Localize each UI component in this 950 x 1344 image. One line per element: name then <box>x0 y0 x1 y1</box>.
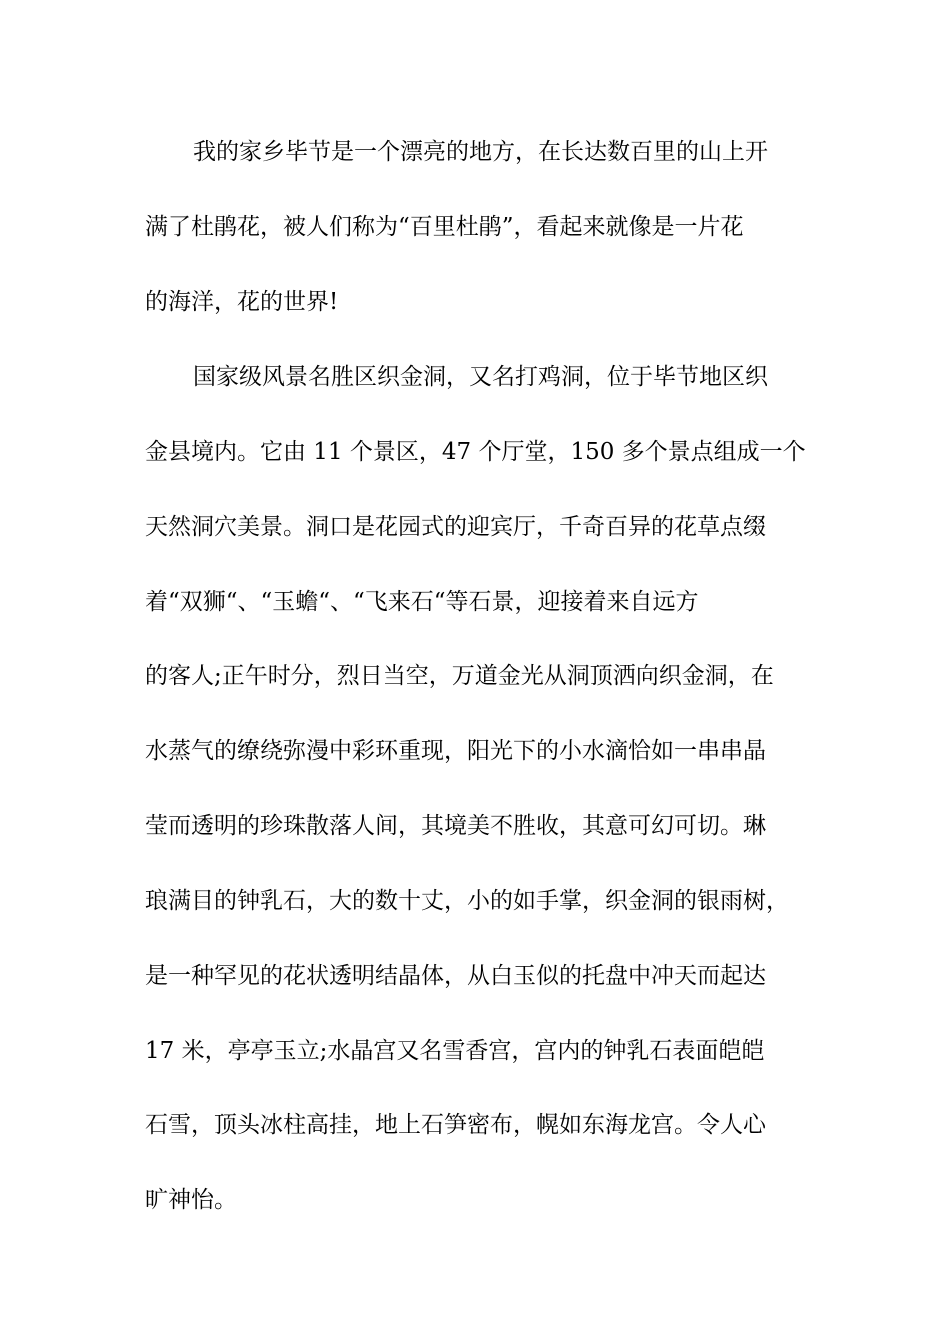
paragraph-2-line-2: 金县境内。它由 11 个景区，47 个厅堂，150 多个景点组成一个 <box>145 439 806 465</box>
paragraph-1-line-2: 满了杜鹃花，被人们称为“百里杜鹃”，看起来就像是一片花 <box>145 214 744 240</box>
paragraph-2-line-4: 着“双狮“、“玉蟾“、“飞来石“等石景，迎接着来自远方 <box>145 589 699 615</box>
paragraph-2-line-7: 莹而透明的珍珠散落人间，其境美不胜收，其意可幻可切。琳 <box>145 813 766 839</box>
paragraph-2-line-3: 天然洞穴美景。洞口是花园式的迎宾厅，千奇百异的花草点缀 <box>145 514 766 540</box>
paragraph-2-line-10: 17 米，亭亭玉立;水晶宫又名雪香宫，宫内的钟乳石表面皑皑 <box>145 1038 765 1064</box>
paragraph-2-line-8: 琅满目的钟乳石，大的数十丈，小的如手掌，织金洞的银雨树， <box>145 888 789 914</box>
paragraph-2-line-6: 水蒸气的缭绕弥漫中彩环重现，阳光下的小水滴恰如一串串晶 <box>145 738 766 764</box>
paragraph-2-line-1: 国家级风景名胜区织金洞，又名打鸡洞，位于毕节地区织 <box>193 364 768 390</box>
paragraph-2-line-12: 旷神怡。 <box>145 1187 237 1213</box>
paragraph-2-line-9: 是一种罕见的花状透明结晶体，从白玉似的托盘中冲天而起达 <box>145 963 766 989</box>
paragraph-2-line-11: 石雪，顶头冰柱高挂，地上石笋密布，幌如东海龙宫。令人心 <box>145 1112 766 1138</box>
paragraph-1-line-3: 的海洋，花的世界! <box>145 289 339 315</box>
paragraph-1-line-1: 我的家乡毕节是一个漂亮的地方，在长达数百里的山上开 <box>193 139 768 165</box>
paragraph-2-line-5: 的客人;正午时分，烈日当空，万道金光从洞顶洒向织金洞，在 <box>145 663 774 689</box>
